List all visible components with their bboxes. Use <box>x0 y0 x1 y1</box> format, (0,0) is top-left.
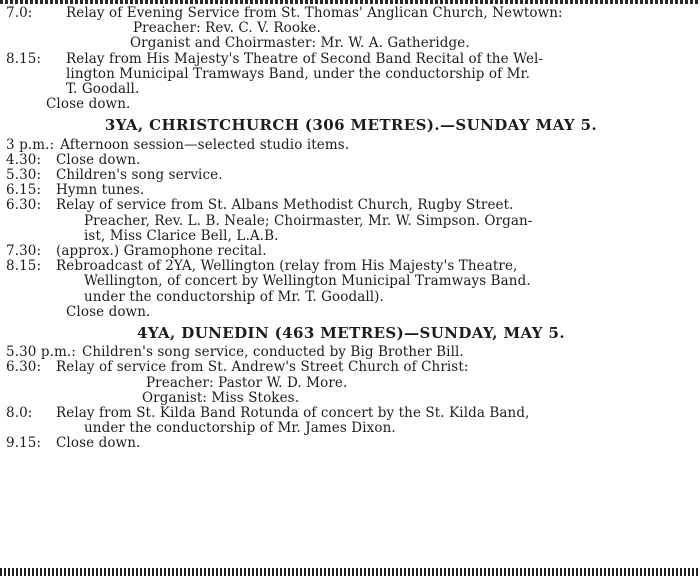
entry-text: Close down. <box>56 151 141 168</box>
entry-text-cont: Preacher, Rev. L. B. Neale; Choirmaster, Mr. W. Simpson. Organ- <box>84 212 533 229</box>
entry-text-cont: under the conductorship of Mr. T. Goodall). <box>84 288 384 305</box>
entry-text: Children's song service, conducted by Big Brother Bill. <box>81 344 464 361</box>
entry-time: 5.30: <box>6 167 42 184</box>
entry-7-30 <box>6 244 696 259</box>
entry-time: 6.15: <box>6 182 42 199</box>
entry-time: 6.30: <box>6 197 42 214</box>
entry-text: Rebroadcast of 2YA, Wellington (relay from His Majesty's Theatre, <box>56 258 518 275</box>
entry-time: 8.15: <box>6 258 42 275</box>
entry-text: Relay of service from St. Andrew's Street Church of Christ: <box>56 359 469 376</box>
entry-preacher: Preacher: Rev. C. V. Rooke. <box>133 20 321 37</box>
entry-8-15-christchurch <box>6 259 696 320</box>
entry-text: Afternoon session—selected studio items. <box>60 136 350 153</box>
entry-time: 8.15: <box>6 50 42 67</box>
entry-text: Relay of service from St. Albans Methodist Church, Rugby Street. <box>56 197 514 214</box>
entry-text-cont: Wellington, of concert by Wellington Municipal Tramways Band. <box>84 273 531 290</box>
top-rule <box>0 0 700 4</box>
entry-text-cont: lington Municipal Tramways Band, under the conductorship of Mr. <box>66 65 530 82</box>
entry-text-cont: ist, Miss Clarice Bell, L.A.B. <box>84 227 279 244</box>
entry-8-15 <box>6 52 696 113</box>
entry-time: 7.0: <box>6 5 33 21</box>
entry-text: Hymn tunes. <box>56 182 145 199</box>
entry-text: Children's song service. <box>56 167 223 184</box>
entry-time: 5.30 p.m.: <box>6 344 76 361</box>
entry-text-cont: under the conductorship of Mr. James Dixon. <box>84 420 396 437</box>
close-down: Close down. <box>46 96 131 113</box>
entry-text: Relay from St. Kilda Band Rotunda of concert by the St. Kilda Band, <box>56 405 530 422</box>
entry-time: 4.30: <box>6 151 42 168</box>
entry-organist: Organist and Choirmaster: Mr. W. A. Gatheridge. <box>130 35 470 52</box>
entry-time: 7.30: <box>6 243 42 260</box>
entry-5-30 <box>6 168 696 183</box>
programme-listing <box>6 6 696 452</box>
entry-text: Relay from His Majesty's Theatre of Second Band Recital of the Wel- <box>66 50 544 67</box>
entry-9-15 <box>6 436 696 451</box>
entry-6-15 <box>6 183 696 198</box>
entry-time: 9.15: <box>6 435 42 452</box>
close-down: Close down. <box>66 303 151 320</box>
entry-preacher: Preacher: Pastor W. D. More. <box>146 374 348 391</box>
entry-3pm <box>6 138 696 153</box>
entry-8-0-dunedin <box>6 406 696 436</box>
station-heading-3ya: 3YA, CHRISTCHURCH (306 METRES).—SUNDAY MAY 5. <box>104 116 598 135</box>
entry-6-30-dunedin <box>6 360 696 406</box>
entry-time: 3 p.m.: <box>6 136 55 153</box>
entry-text: Close down. <box>56 435 141 452</box>
entry-5-30pm <box>6 345 696 360</box>
bottom-rule <box>0 568 700 576</box>
entry-7-0 <box>6 6 696 52</box>
entry-organist: Organist: Miss Stokes. <box>142 389 300 406</box>
entry-time: 8.0: <box>6 405 33 422</box>
entry-text: (approx.) Gramophone recital. <box>56 243 267 260</box>
entry-4-30 <box>6 153 696 168</box>
entry-6-30-christchurch <box>6 198 696 244</box>
entry-time: 6.30: <box>6 359 42 376</box>
station-heading-4ya: 4YA, DUNEDIN (463 METRES)—SUNDAY, MAY 5. <box>137 324 565 343</box>
entry-text: Relay of Evening Service from St. Thomas' Anglican Church, Newtown: <box>66 5 563 21</box>
entry-text-cont: T. Goodall. <box>66 81 140 98</box>
